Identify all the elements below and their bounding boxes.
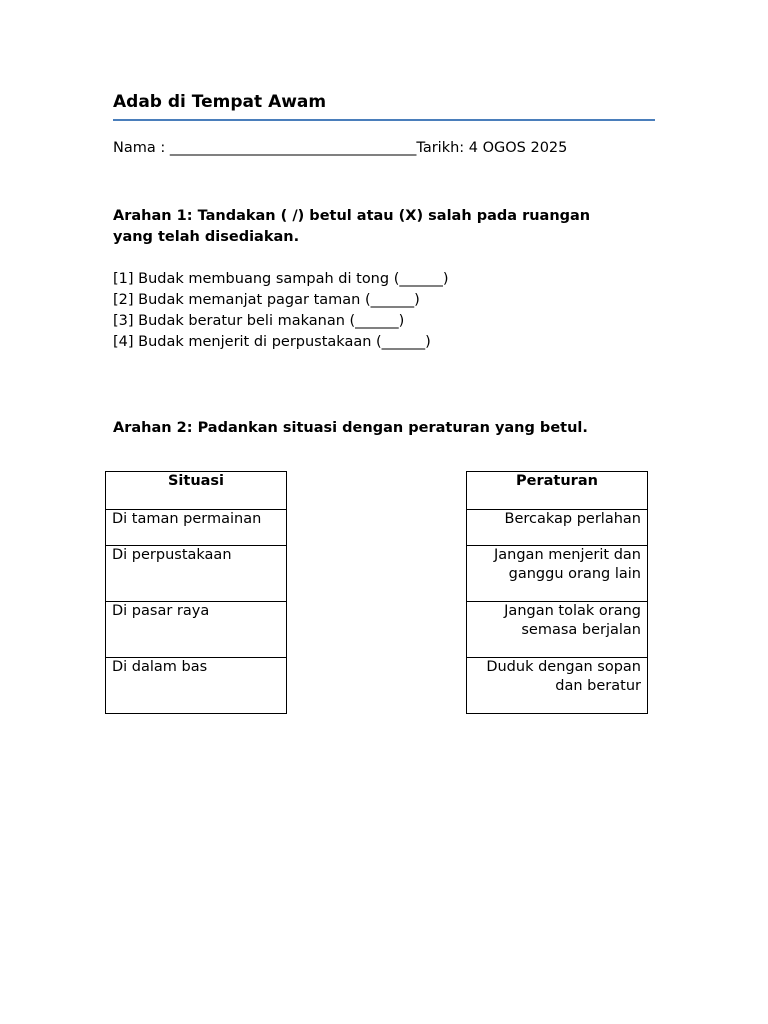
question-item: [1] Budak membuang sampah di tong (______) <box>113 271 449 287</box>
peraturan-cell: Jangan menjerit dan ganggu orang lain <box>467 546 648 602</box>
question-list <box>113 269 449 353</box>
instruction-1: Arahan 1: Tandakan ( /) betul atau (X) salah pada ruangan yang telah disediakan. <box>113 208 591 245</box>
situasi-cell: Di pasar raya <box>106 602 287 658</box>
peraturan-header: Peraturan <box>467 472 648 510</box>
situasi-table <box>105 471 287 714</box>
situasi-cell: Di taman permainan <box>106 510 287 546</box>
question-item: [4] Budak menjerit di perpustakaan (______) <box>113 334 431 350</box>
question-item: [2] Budak memanjat pagar taman (______) <box>113 292 420 308</box>
title-divider <box>113 119 655 121</box>
situasi-header: Situasi <box>106 472 287 510</box>
peraturan-cell: Duduk dengan sopan dan beratur <box>467 658 648 714</box>
instruction-2: Arahan 2: Padankan situasi dengan peraturan yang betul. <box>113 420 588 436</box>
name-blank: __________________________________ <box>169 140 417 156</box>
peraturan-cell: Bercakap perlahan <box>467 510 648 546</box>
page-title: Adab di Tempat Awam <box>113 92 327 112</box>
peraturan-table <box>466 471 648 714</box>
date-label: Tarikh: 4 OGOS 2025 <box>416 140 568 156</box>
question-item: [3] Budak beratur beli makanan (______) <box>113 313 405 329</box>
peraturan-cell: Jangan tolak orang semasa berjalan <box>467 602 648 658</box>
situasi-cell: Di dalam bas <box>106 658 287 714</box>
name-label: Nama : <box>113 140 170 156</box>
name-date-line <box>113 140 567 156</box>
situasi-cell: Di perpustakaan <box>106 546 287 602</box>
